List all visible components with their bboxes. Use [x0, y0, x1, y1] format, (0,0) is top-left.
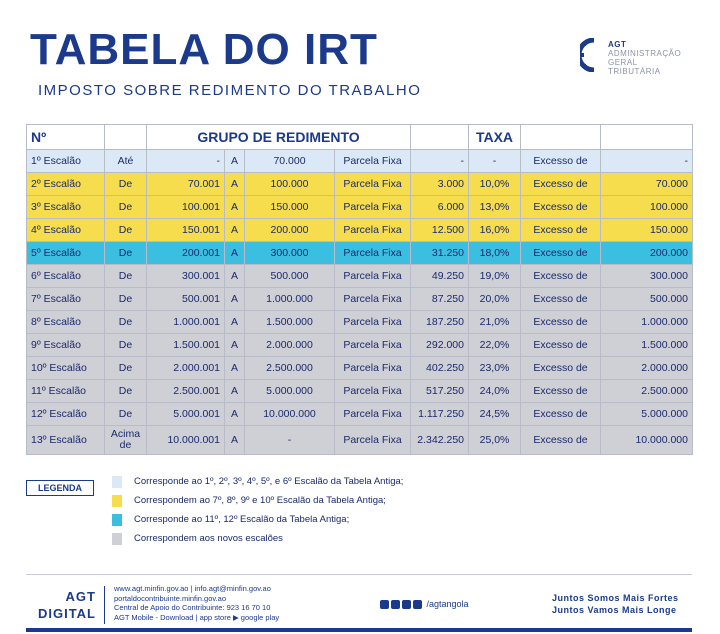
- cell-a: A: [225, 288, 245, 311]
- cell-pf: Parcela Fixa: [335, 357, 411, 380]
- cell-to: 5.000.000: [245, 380, 335, 403]
- cell-esc: 5º Escalão: [27, 242, 105, 265]
- cell-excv: 5.000.000: [601, 403, 693, 426]
- footer-portal[interactable]: portaldocontribuinte.minfin.gov.ao: [114, 593, 227, 603]
- cell-fixed: 6.000: [411, 196, 469, 219]
- cell-a: A: [225, 403, 245, 426]
- cell-to: 2.000.000: [245, 334, 335, 357]
- cell-excv: 150.000: [601, 219, 693, 242]
- table-row: [27, 150, 693, 173]
- cell-esc: 2º Escalão: [27, 173, 105, 196]
- legend-swatch: [112, 495, 122, 507]
- footer-divider: [26, 574, 692, 575]
- table-row: [27, 265, 693, 288]
- cell-pre: De: [105, 380, 147, 403]
- cell-pf: Parcela Fixa: [335, 173, 411, 196]
- table-row: [27, 242, 693, 265]
- cell-a: A: [225, 219, 245, 242]
- instagram-icon[interactable]: [402, 600, 411, 609]
- cell-a: A: [225, 311, 245, 334]
- cell-exc: Excesso de: [521, 357, 601, 380]
- cell-esc: 12º Escalão: [27, 403, 105, 426]
- brand-agt: AGT: [65, 589, 96, 604]
- logo-abbr: AGT: [608, 40, 627, 49]
- cell-to: 10.000.000: [245, 403, 335, 426]
- cell-esc: 3º Escalão: [27, 196, 105, 219]
- cell-pre: De: [105, 403, 147, 426]
- cell-from: 2.500.001: [147, 380, 225, 403]
- cell-rate: -: [469, 150, 521, 173]
- page-title: TABELA DO IRT: [30, 25, 378, 74]
- gear-icon: [580, 38, 606, 72]
- cell-a: A: [225, 357, 245, 380]
- cell-a: A: [225, 196, 245, 219]
- facebook-icon[interactable]: [391, 600, 400, 609]
- cell-rate: 16,0%: [469, 219, 521, 242]
- footer-mobile[interactable]: AGT Mobile - Download | app store ▶ google play: [114, 612, 280, 622]
- cell-exc: Excesso de: [521, 426, 601, 455]
- cell-to: 200.000: [245, 219, 335, 242]
- cell-pf: Parcela Fixa: [335, 380, 411, 403]
- cell-pre: De: [105, 288, 147, 311]
- cell-rate: 20,0%: [469, 288, 521, 311]
- legend-swatch: [112, 476, 122, 488]
- cell-exc: Excesso de: [521, 334, 601, 357]
- motto-line-2: Juntos Vamos Mais Longe: [552, 605, 677, 615]
- cell-to: 300.000: [245, 242, 335, 265]
- cell-a: A: [225, 426, 245, 455]
- table-row: [27, 357, 693, 380]
- cell-rate: 19,0%: [469, 265, 521, 288]
- cell-excv: 1.500.000: [601, 334, 693, 357]
- cell-exc: Excesso de: [521, 265, 601, 288]
- cell-fixed: 87.250: [411, 288, 469, 311]
- social-handle[interactable]: /agtangola: [426, 599, 469, 609]
- cell-a: A: [225, 334, 245, 357]
- cell-exc: Excesso de: [521, 196, 601, 219]
- footer-motto: [552, 592, 679, 616]
- irt-table: [26, 124, 693, 455]
- cell-rate: 21,0%: [469, 311, 521, 334]
- cell-rate: 24,5%: [469, 403, 521, 426]
- cell-fixed: 292.000: [411, 334, 469, 357]
- youtube-icon[interactable]: [380, 600, 389, 609]
- cell-a: A: [225, 150, 245, 173]
- cell-rate: 18,0%: [469, 242, 521, 265]
- cell-esc: 9º Escalão: [27, 334, 105, 357]
- cell-exc: Excesso de: [521, 173, 601, 196]
- cell-pre: De: [105, 311, 147, 334]
- cell-excv: 2.500.000: [601, 380, 693, 403]
- cell-pf: Parcela Fixa: [335, 334, 411, 357]
- cell-pf: Parcela Fixa: [335, 426, 411, 455]
- legend-text: Corresponde ao 1º, 2º, 3º, 4º, 5º, e 6º Escalão da Tabela Antiga;: [134, 476, 404, 487]
- cell-from: 100.001: [147, 196, 225, 219]
- cell-pf: Parcela Fixa: [335, 265, 411, 288]
- cell-excv: 100.000: [601, 196, 693, 219]
- cell-from: 2.000.001: [147, 357, 225, 380]
- cell-to: -: [245, 426, 335, 455]
- brand-digital: DIGITAL: [37, 606, 96, 621]
- agt-logo: [580, 38, 700, 82]
- cell-excv: 300.000: [601, 265, 693, 288]
- cell-from: -: [147, 150, 225, 173]
- cell-fixed: 31.250: [411, 242, 469, 265]
- cell-fixed: 12.500: [411, 219, 469, 242]
- cell-rate: 10,0%: [469, 173, 521, 196]
- header-rate: TAXA: [469, 125, 521, 150]
- cell-pf: Parcela Fixa: [335, 150, 411, 173]
- cell-pre: De: [105, 242, 147, 265]
- cell-to: 1.500.000: [245, 311, 335, 334]
- cell-pre: De: [105, 173, 147, 196]
- bottom-bar: [26, 628, 692, 632]
- cell-exc: Excesso de: [521, 403, 601, 426]
- motto-line-1: Juntos Somos Mais Fortes: [552, 593, 679, 603]
- cell-rate: 25,0%: [469, 426, 521, 455]
- cell-a: A: [225, 380, 245, 403]
- cell-exc: Excesso de: [521, 288, 601, 311]
- cell-to: 2.500.000: [245, 357, 335, 380]
- cell-pre: De: [105, 265, 147, 288]
- footer-separator: [104, 586, 105, 624]
- table-row: [27, 288, 693, 311]
- cell-esc: 10º Escalão: [27, 357, 105, 380]
- cell-esc: 11º Escalão: [27, 380, 105, 403]
- cell-exc: Excesso de: [521, 219, 601, 242]
- cell-pre: De: [105, 334, 147, 357]
- cell-to: 500.000: [245, 265, 335, 288]
- cell-to: 150.000: [245, 196, 335, 219]
- legend-text: Correspondem ao 7º, 8º, 9º e 10º Escalão da Tabela Antiga;: [134, 495, 386, 506]
- cell-a: A: [225, 265, 245, 288]
- cell-rate: 24,0%: [469, 380, 521, 403]
- cell-fixed: 1.117.250: [411, 403, 469, 426]
- cell-pf: Parcela Fixa: [335, 403, 411, 426]
- cell-exc: Excesso de: [521, 242, 601, 265]
- legend-swatch: [112, 533, 122, 545]
- table-row: [27, 426, 693, 455]
- table-row: [27, 196, 693, 219]
- table-row: [27, 403, 693, 426]
- table-header-row: [27, 125, 693, 150]
- cell-from: 5.000.001: [147, 403, 225, 426]
- cell-from: 70.001: [147, 173, 225, 196]
- table-row: [27, 173, 693, 196]
- cell-pf: Parcela Fixa: [335, 196, 411, 219]
- irt-table-body: [27, 150, 693, 455]
- cell-exc: Excesso de: [521, 380, 601, 403]
- footer-contact-info: [114, 584, 279, 622]
- cell-rate: 23,0%: [469, 357, 521, 380]
- cell-excv: -: [601, 150, 693, 173]
- cell-excv: 1.000.000: [601, 311, 693, 334]
- cell-a: A: [225, 242, 245, 265]
- linkedin-icon[interactable]: [413, 600, 422, 609]
- footer-support: Central de Apoio do Contribuinte: 923 16 70 10: [114, 603, 271, 612]
- cell-fixed: 3.000: [411, 173, 469, 196]
- logo-line-2: GERAL: [608, 58, 638, 67]
- cell-rate: 13,0%: [469, 196, 521, 219]
- legend-text: Corresponde ao 11º, 12º Escalão da Tabela Antiga;: [134, 514, 350, 525]
- agt-digital-brand: [30, 588, 96, 622]
- cell-to: 1.000.000: [245, 288, 335, 311]
- cell-pre: Até: [105, 150, 147, 173]
- cell-pf: Parcela Fixa: [335, 288, 411, 311]
- cell-from: 500.001: [147, 288, 225, 311]
- cell-from: 10.000.001: [147, 426, 225, 455]
- cell-exc: Excesso de: [521, 311, 601, 334]
- cell-esc: 1º Escalão: [27, 150, 105, 173]
- table-row: [27, 334, 693, 357]
- cell-from: 1.500.001: [147, 334, 225, 357]
- cell-a: A: [225, 173, 245, 196]
- table-row: [27, 380, 693, 403]
- cell-exc: Excesso de: [521, 150, 601, 173]
- cell-pre: De: [105, 196, 147, 219]
- cell-esc: 7º Escalão: [27, 288, 105, 311]
- cell-from: 300.001: [147, 265, 225, 288]
- cell-fixed: 187.250: [411, 311, 469, 334]
- cell-fixed: 49.250: [411, 265, 469, 288]
- cell-from: 1.000.001: [147, 311, 225, 334]
- cell-fixed: -: [411, 150, 469, 173]
- cell-rate: 22,0%: [469, 334, 521, 357]
- logo-line-3: TRIBUTÁRIA: [608, 67, 661, 76]
- cell-pre: De: [105, 357, 147, 380]
- cell-excv: 2.000.000: [601, 357, 693, 380]
- cell-excv: 200.000: [601, 242, 693, 265]
- cell-from: 150.001: [147, 219, 225, 242]
- cell-pre: Acima de: [105, 426, 147, 455]
- table-row: [27, 219, 693, 242]
- cell-excv: 70.000: [601, 173, 693, 196]
- cell-pf: Parcela Fixa: [335, 242, 411, 265]
- legend-text: Correspondem aos novos escalões: [134, 533, 283, 544]
- header-no: Nº: [27, 125, 105, 150]
- cell-esc: 6º Escalão: [27, 265, 105, 288]
- header-group: GRUPO DE REDIMENTO: [147, 125, 411, 150]
- footer-website[interactable]: www.agt.minfin.gov.ao | info.agt@minfin.gov.ao: [114, 584, 271, 593]
- cell-to: 70.000: [245, 150, 335, 173]
- cell-fixed: 2.342.250: [411, 426, 469, 455]
- cell-pre: De: [105, 219, 147, 242]
- cell-pf: Parcela Fixa: [335, 311, 411, 334]
- legend-label: LEGENDA: [26, 480, 94, 496]
- cell-from: 200.001: [147, 242, 225, 265]
- cell-fixed: 402.250: [411, 357, 469, 380]
- page-subtitle: IMPOSTO SOBRE REDIMENTO DO TRABALHO: [38, 82, 422, 99]
- cell-to: 100.000: [245, 173, 335, 196]
- cell-pf: Parcela Fixa: [335, 219, 411, 242]
- cell-excv: 500.000: [601, 288, 693, 311]
- cell-esc: 4º Escalão: [27, 219, 105, 242]
- agt-logo-text: [608, 40, 681, 76]
- social-links: [380, 599, 469, 609]
- logo-line-1: ADMINISTRAÇÃO: [608, 49, 682, 58]
- cell-excv: 10.000.000: [601, 426, 693, 455]
- legend-swatch: [112, 514, 122, 526]
- cell-fixed: 517.250: [411, 380, 469, 403]
- table-row: [27, 311, 693, 334]
- cell-esc: 8º Escalão: [27, 311, 105, 334]
- cell-esc: 13º Escalão: [27, 426, 105, 455]
